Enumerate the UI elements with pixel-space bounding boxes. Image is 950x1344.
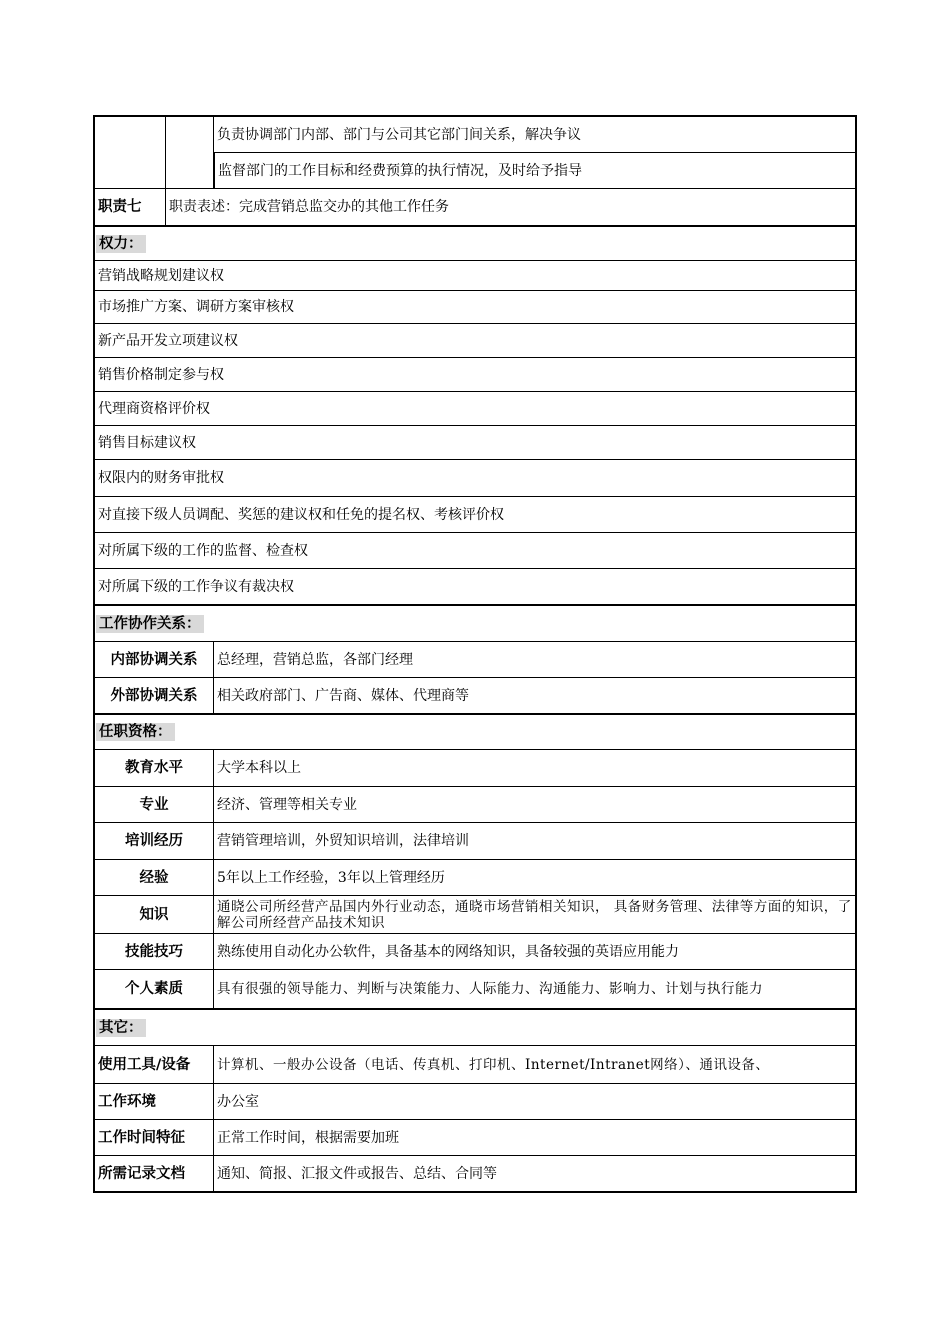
authority-item: [93, 497, 857, 533]
qualification-row: [93, 823, 857, 860]
authority-item-text: 对所属下级的工作的监督、检查权: [98, 542, 308, 559]
authority-item-text: 销售目标建议权: [98, 434, 196, 451]
qualification-row: [93, 787, 857, 823]
qualification-value: 5年以上工作经验，3年以上管理经历: [213, 860, 855, 895]
qualification-row: [93, 860, 857, 896]
cooperation-label: 外部协调关系: [110, 687, 198, 704]
qualification-value: 经济、管理等相关专业: [213, 787, 855, 822]
authority-item: [93, 426, 857, 460]
authority-item-text: 代理商资格评价权: [98, 400, 210, 417]
qualification-heading-row: [93, 715, 857, 750]
duty-task-row: [214, 153, 855, 188]
authority-item: [93, 324, 857, 358]
authority-item-text: 销售价格制定参与权: [98, 366, 224, 383]
authority-item-text: 新产品开发立项建议权: [98, 332, 238, 349]
qualification-row: [93, 970, 857, 1010]
duty-task-text: 负责协调部门内部、部门与公司其它部门间关系，解决争议: [217, 126, 581, 143]
duty-six-label-cell: [95, 117, 165, 188]
other-value: 办公室: [213, 1084, 855, 1119]
authority-item: [93, 291, 857, 324]
qualification-label: 培训经历: [125, 833, 183, 849]
duty-seven-row: [93, 189, 857, 227]
authority-item-text: 对直接下级人员调配、奖惩的建议权和任免的提名权、考核评价权: [98, 506, 504, 523]
qualification-row: [93, 934, 857, 970]
other-row: [93, 1084, 857, 1120]
duty-six-block: [93, 115, 857, 189]
duty-six-sub-cell: [165, 117, 213, 188]
authority-item: [93, 358, 857, 392]
other-label: 工作时间特征: [98, 1129, 185, 1146]
qualification-row: [93, 896, 857, 934]
qualification-heading: 任职资格：: [96, 723, 175, 741]
qualification-label: 个人素质: [125, 981, 183, 997]
cooperation-value: 总经理，营销总监，各部门经理: [213, 642, 855, 677]
other-value: 通知、简报、汇报文件或报告、总结、合同等: [213, 1156, 855, 1191]
job-description-table: [93, 115, 857, 1193]
authority-item: [93, 392, 857, 426]
other-row: [93, 1046, 857, 1084]
duty-seven-text: 职责表述：完成营销总监交办的其他工作任务: [165, 189, 855, 225]
cooperation-value: 相关政府部门、广告商、媒体、代理商等: [213, 678, 855, 713]
qualification-label: 经验: [139, 869, 169, 886]
other-value: 正常工作时间，根据需要加班: [213, 1120, 855, 1155]
other-label: 使用工具/设备: [98, 1056, 191, 1073]
qualification-label: 知识: [139, 906, 169, 923]
qualification-value: 营销管理培训，外贸知识培训，法律培训: [213, 823, 855, 859]
qualification-row: [93, 750, 857, 787]
qualification-value: 通晓公司所经营产品国内外行业动态，通晓市场营销相关知识， 具备财务管理、法律等方面的知识，了解公司所经营产品技术知识: [213, 896, 855, 933]
authority-item-text: 营销战略规划建议权: [98, 267, 224, 284]
other-label: 所需记录文档: [98, 1165, 185, 1182]
authority-item-text: 市场推广方案、调研方案审核权: [98, 299, 294, 315]
authority-item: [93, 460, 857, 497]
duty-task-row: [214, 117, 855, 153]
other-heading: 其它：: [96, 1019, 146, 1037]
duty-six-tasks: [213, 117, 855, 188]
authority-item: [93, 533, 857, 569]
authority-heading: 权力：: [96, 235, 146, 253]
other-value: 计算机、一般办公设备（电话、传真机、打印机、Internet/Intranet网络）、通讯设备、: [213, 1046, 855, 1083]
qualification-label: 技能技巧: [125, 943, 183, 960]
cooperation-label: 内部协调关系: [110, 651, 198, 668]
cooperation-heading-row: [93, 606, 857, 642]
qualification-value: 具有很强的领导能力、判断与决策能力、人际能力、沟通能力、影响力、计划与执行能力: [213, 970, 855, 1008]
qualification-label: 教育水平: [125, 760, 183, 776]
cooperation-row: [93, 642, 857, 678]
duty-seven-label: 职责七: [98, 199, 142, 215]
qualification-value: 大学本科以上: [213, 750, 855, 786]
other-heading-row: [93, 1010, 857, 1046]
qualification-label: 专业: [139, 796, 169, 813]
qualification-value: 熟练使用自动化办公软件，具备基本的网络知识，具备较强的英语应用能力: [213, 934, 855, 969]
duty-task-text: 监督部门的工作目标和经费预算的执行情况，及时给予指导: [218, 162, 582, 179]
other-row: [93, 1156, 857, 1193]
other-label: 工作环境: [98, 1093, 156, 1110]
authority-item-text: 权限内的财务审批权: [98, 470, 224, 486]
authority-item: [93, 569, 857, 606]
cooperation-heading: 工作协作关系：: [96, 615, 204, 633]
authority-item: [93, 261, 857, 291]
authority-heading-row: [93, 227, 857, 261]
other-row: [93, 1120, 857, 1156]
cooperation-row: [93, 678, 857, 715]
authority-item-text: 对所属下级的工作争议有裁决权: [98, 578, 294, 595]
